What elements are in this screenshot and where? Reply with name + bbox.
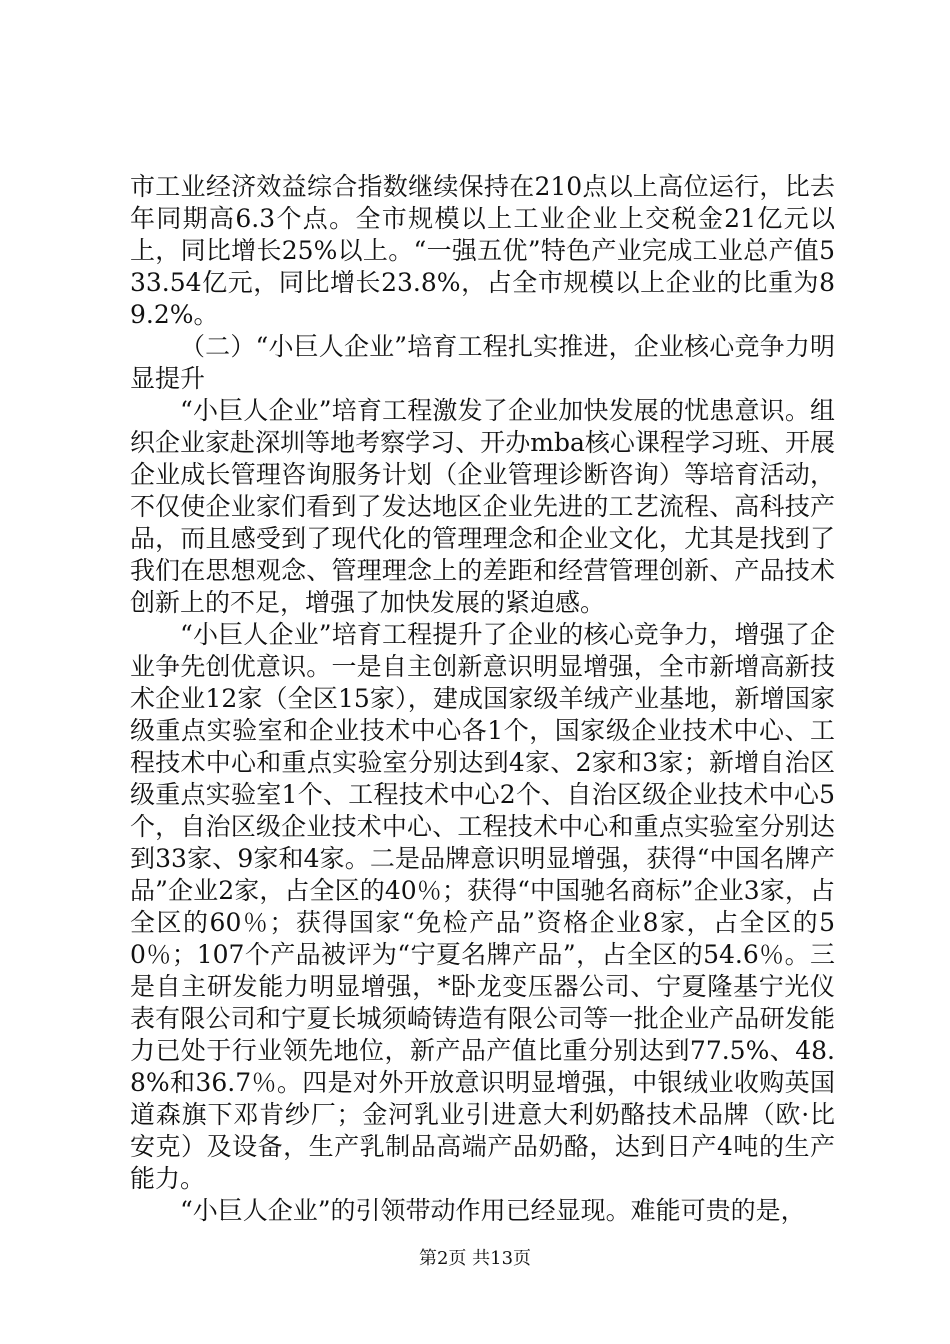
document-body xyxy=(130,171,835,1227)
paragraph-industrial-index: 市工业经济效益综合指数继续保持在210点以上高位运行，比去年同期高6.3个点。全市规模以上工业企业上交税金21亿元以上，同比增长25%以上。“一强五优”特色产业完成工业总产值533.54亿元，同比增长23.8%，占全市规模以上企业的比重为89.2%。 xyxy=(130,172,835,329)
page-number-footer: 第2页 共13页 xyxy=(418,1248,532,1269)
paragraph-crisis-awareness: “小巨人企业”培育工程激发了企业加快发展的忧患意识。组织企业家赴深圳等地考察学习、开办mba核心课程学习班、开展企业成长管理咨询服务计划（企业管理诊断咨询）等培育活动，不仅使企业家们看到了发达地区企业先进的工艺流程、高科技产品，而且感受到了现代化的管理理念和企业文化，尤其是找到了我们在思想观念、管理理念上的差距和经营管理创新、产品技术创新上的不足，增强了加快发展的紧迫感。 xyxy=(130,396,835,617)
paragraph-core-competitiveness: “小巨人企业”培育工程提升了企业的核心竞争力，增强了企业争先创优意识。一是自主创新意识明显增强，全市新增高新技术企业12家（全区15家），建成国家级羊绒产业基地，新增国家级重点实验室和企业技术中心各1个，国家级企业技术中心、工程技术中心和重点实验室分别达到4家、2家和3家；新增自治区级重点实验室1个、工程技术中心2个、自治区级企业技术中心5个，自治区级企业技术中心、工程技术中心和重点实验室分别达到33家、9家和4家。二是品牌意识明显增强，获得“中国名牌产品”企业2家，占全区的40％；获得“中国驰名商标”企业3家，占全区的60％；获得国家“免检产品”资格企业8家，占全区的50％；107个产品被评为“宁夏名牌产品”，占全区的54.6％。三是自主研发能力明显增强，*卧龙变压器公司、宁夏隆基宁光仪表有限公司和宁夏长城须崎铸造有限公司等一批企业产品研发能力已处于行业领先地位，新产品产值比重分别达到77.5%、48.8%和36.7％。四是对外开放意识明显增强，中银绒业收购英国道森旗下邓肯纱厂；金河乳业引进意大利奶酪技术品牌（欧·比安克）及设备，生产乳制品高端产品奶酪，达到日产4吨的生产能力。 xyxy=(130,620,835,1193)
paragraph-leading-role: “小巨人企业”的引领带动作用已经显现。难能可贵的是， xyxy=(180,1196,806,1225)
section-heading-2: （二）“小巨人企业”培育工程扎实推进，企业核心竞争力明显提升 xyxy=(130,332,835,393)
